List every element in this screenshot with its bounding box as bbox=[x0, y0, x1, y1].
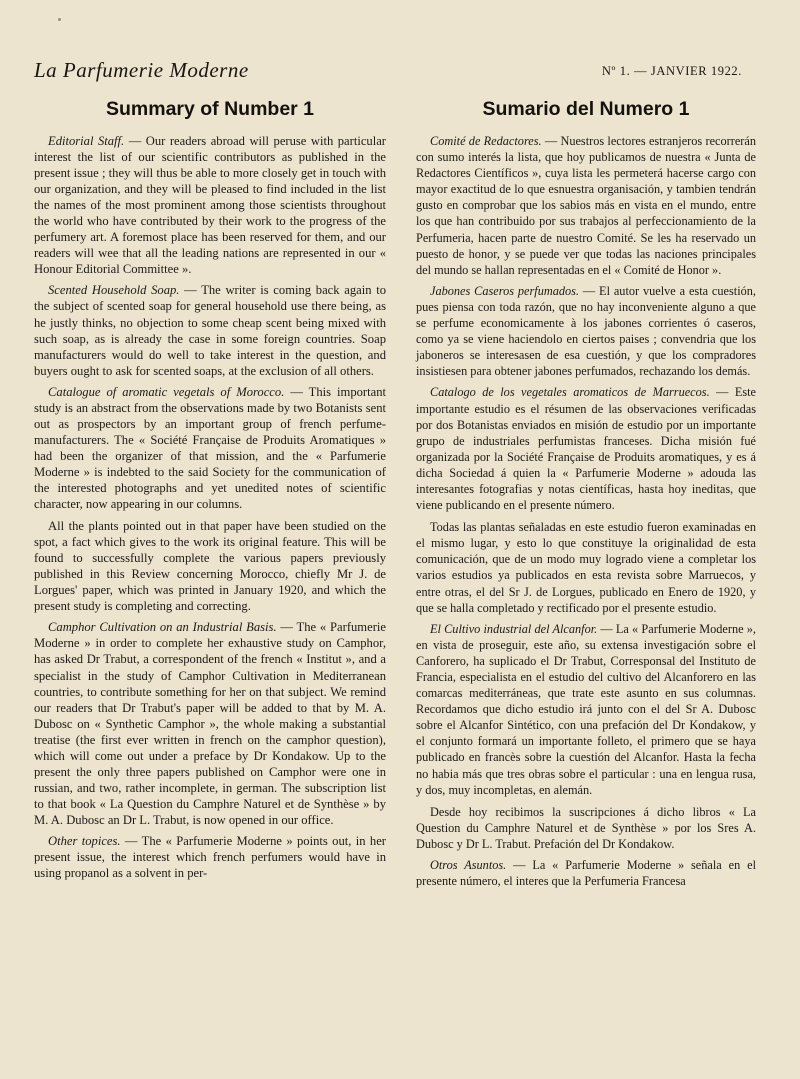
summary-paragraph bbox=[416, 804, 756, 852]
summary-paragraph bbox=[34, 384, 386, 512]
english-summary-column bbox=[34, 94, 386, 886]
paragraph-text: — This important study is an abstract from the observations made by two Botanists sent out as prospectors by an important group of french perfume-manufacturers. The « Société Française de Produits Aromatiques » had been the organizer of that mission, and the « Parfumerie Moderne » is indebted to the said Society for the communication of the interested photographs and yet unedited notes of scientific character, now appearing in our columns. bbox=[34, 384, 387, 512]
paper-speck bbox=[58, 18, 61, 21]
summary-paragraph bbox=[416, 384, 756, 513]
paragraph-text: All the plants pointed out in that paper have been studied on the spot, a fact which gives to the work its original feature. This will be found to successfully complete the various papers previously published in this Review concerning Morocco, chiefly Mr J. de Lorgues' paper, which was printed in January 1920, and which the present study is completing and correcting. bbox=[34, 519, 386, 614]
summary-paragraph bbox=[416, 283, 756, 380]
spanish-summary-column bbox=[416, 94, 756, 894]
masthead: La Parfumerie Moderne bbox=[34, 58, 249, 82]
paragraph-lead: Jabones Caseros perfumados. bbox=[430, 283, 580, 298]
summary-paragraph bbox=[34, 833, 386, 881]
paragraph-text: — El autor vuelve a esta cuestión, pues piensa con toda razón, que no hay inconveniente alguno a que se perfume economicamente à los jabones corrientes ó caseros, como ya se viene haciendolo en ciertos paises ; convendria que los jaboneros se interesasen de esa cuestión, y que los compradores insistiesen para obtener jabones perfumados, rechazando los demás. bbox=[416, 283, 756, 379]
summary-paragraph bbox=[416, 621, 756, 798]
english-summary-title: Summary of Number 1 bbox=[105, 98, 315, 120]
paragraph-text: — The « Parfumerie Moderne » points out, in her present issue, the interest which french perfumers would have in using propanol as a solvent in per- bbox=[34, 833, 386, 881]
paragraph-lead: Otros Asuntos. bbox=[430, 858, 507, 873]
summary-paragraph bbox=[416, 133, 756, 278]
paragraph-text: — Our readers abroad will peruse with particular interest the list of our scientific contributors as published in the present issue ; they will thus be able to more closely get in touch with our organization, and they will be pleased to find included in the list the names of the most prominent among those scientists throughout the world who have contributed by their work to the progress of the perfumery art. A foremost place has been reserved for them, and our readers will wee that all the leading nations are represented in our « Honour Editorial Committee ». bbox=[34, 134, 386, 277]
spanish-summary-title: Sumario del Numero 1 bbox=[482, 98, 690, 120]
paragraph-lead: Catalogue of aromatic vegetals of Morocco. bbox=[48, 384, 285, 399]
summary-paragraph bbox=[34, 518, 386, 614]
paragraph-lead: Camphor Cultivation on an Industrial Basis. bbox=[48, 620, 277, 635]
summary-paragraph bbox=[34, 619, 386, 828]
paragraph-text: — The writer is coming back again to the subject of scented soap for general household use there being, as he justly thinks, no objection to some cheap scent being mixed with such soap, as is already the case in some foreign countries. Soap manufacturers would do well to take interest in the question, and buyers ought to ask for scented soaps, at the exclusion of all others. bbox=[34, 283, 386, 378]
paragraph-text: — La « Parfumerie Moderne » señala en el presente número, el interes que la Perfumeria Francesa bbox=[416, 858, 756, 889]
paragraph-lead: Editorial Staff. bbox=[48, 134, 125, 148]
paragraph-lead: El Cultivo industrial del Alcanfor. bbox=[430, 621, 598, 636]
paragraph-text: — The « Parfumerie Moderne » in order to complete her exhaustive study on Camphor, has asked Dr Trabut, a correspondent of the french « Institut », and a specialist in the study of Camphor Cultivation in Mediterranean countries, to contribute something for her on that subject. We remind our readers that Dr Trabut's paper will be added to that by M. A. Dubosc on « Synthetic Camphor », the whole making a substantial treatise (the first ever written in french on the camphor question), which will come out under a preface by Dr Kondakow. Up to the present the only three papers published on Camphor were one in russian, and two, rather incomplete, in german. The subscription list to that book « La Question du Camphre Naturel et de Synthèse » by M. A. Dubosc an Dr L. Trabut, is now opened in our office. bbox=[34, 620, 386, 827]
paragraph-lead: Catalogo de los vegetales aromaticos de Marruecos. bbox=[430, 385, 710, 400]
summary-paragraph bbox=[34, 282, 386, 378]
paragraph-text: Desde hoy recibimos la suscripciones á dicho libros « La Question du Camphre Naturel et de Synthèse » por los Sres A. Dubosc y Dr L. Trabut. Prefación del Dr Kondakow. bbox=[416, 804, 756, 851]
paragraph-lead: Comité de Redactores. bbox=[430, 134, 542, 148]
paragraph-lead: Other topices. bbox=[48, 833, 121, 848]
summary-paragraph bbox=[416, 857, 756, 889]
summary-paragraph bbox=[416, 519, 756, 616]
paragraph-lead: Scented Household Soap. bbox=[48, 283, 180, 298]
paragraph-text: Todas las plantas señaladas en este estudio fueron examinadas en el mismo lugar, y esto lo que constituye la originalidad de esta comunicación, que de un modo muy logrado viene a completar los varios estudios ya publicados en esta revista sobre Marruecos, y entre otras, el del Sr J. de Lorgues, publicado en Enero de 1920, y que se halla completado y rectificado por el presente estudio. bbox=[416, 520, 756, 615]
paragraph-text: — Este importante estudio es el résumen de las observaciones verificadas por dos Botanistas enviados en misión de estudio por un importante grupo de industriales perfumistas franceses. Dicha misión fué organizada por la Société Française de Produits aromatiques, y es á dicha Sociedad á quien la « Parfumerie Moderne » adouda las interesantes fotografias y notas científicas, hasta hoy ineditas, que viene publicando en el presente número. bbox=[416, 385, 756, 513]
issue-number: Nº 1. — JANVIER 1922. bbox=[601, 64, 742, 78]
paragraph-text: — La « Parfumerie Moderne », en vista de proseguir, este año, su extensa investigación sobre el Canforero, ha suplicado el Dr Trabut, Corresponsal del Instituto de Francia, especialista en el estudio del cultivo del Alcanforero en las comarcas mediterráneas, que trate este asunto en sus columnas. Recordamos que dicho estudio irá junto con el del Sr A. Dubosc sobre el Alcanfor Sintético, con una prefación del Dr Kondakow, y el conjunto formará un importante folleto, el primero que se haya publicado en francès sobre la cuestión del Alcanfor. Hasta la fecha no habia más que tres obras sobre el particular : una en lengua rusa, y dos, muy incompletas, en alemán. bbox=[416, 621, 756, 797]
summary-paragraph bbox=[34, 133, 386, 277]
paragraph-text: — Nuestros lectores estranjeros recorrerán con sumo interés la lista, que hoy publicamos de nuestra « Junta de Redactores Científicos », cuya lista les permeterá hacerse cargo con mayor exactitud de lo que esnuestra organisación, y tambien tendrán gusto en comprobar que los sabios más en vista en el mundo, entre los que han contribuido por sus trabajos al perfeccionamiento de la Perfumeria, hacen parte de nuestro Comité. Se les ha reservado un puesto de honor, y se puede ver que todas las naciones principales del mundo se hallan representadas en el « Comité de Honor ». bbox=[416, 134, 756, 277]
